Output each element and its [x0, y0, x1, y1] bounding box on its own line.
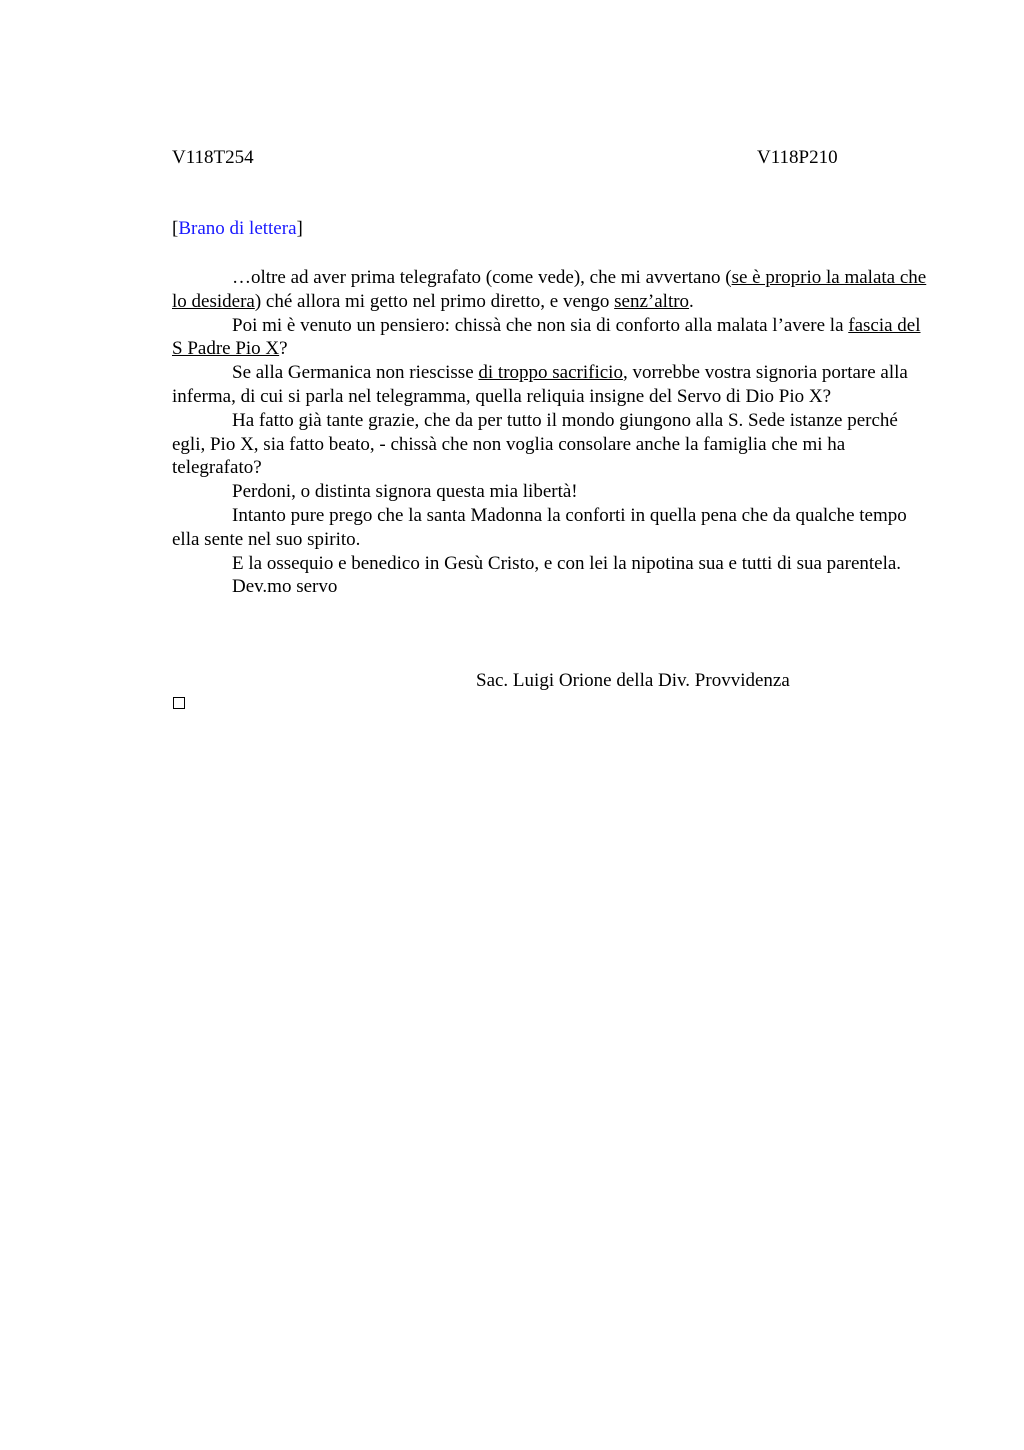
paragraph-5: Perdoni, o distinta signora questa mia libertà! — [232, 481, 578, 503]
paragraph-6: Intanto pure prego che la santa Madonna la conforti in quella pena che da qualche tempo ella sente nel suo spirito. — [172, 504, 907, 550]
paragraph-1-text-a: …oltre ad aver prima telegrafato (come vede), che mi avvertano ( — [232, 267, 732, 288]
paragraph-3 — [172, 361, 932, 409]
section-heading — [172, 218, 303, 240]
paragraph-1-text-c: . — [689, 290, 694, 312]
paragraph-3-underlined-1: di troppo sacrificio — [478, 362, 623, 384]
paragraph-4: Ha fatto già tante grazie, che da per tutto il mondo giungono alla S. Sede istanze perché egli, Pio X, sia fatto beato, - chissà che non voglia consolare anche la famiglia che mi ha telegrafato? — [172, 409, 898, 479]
document-code-left: V118T254 — [172, 147, 254, 168]
signature: Sac. Luigi Orione della Div. Provvidenza — [476, 670, 790, 691]
paragraph-2-text-b: ? — [279, 338, 288, 360]
paragraph-1-underlined-1: se è proprio la malata che lo desidera — [172, 267, 927, 312]
paragraph-1 — [172, 266, 932, 314]
paragraph-2 — [172, 314, 932, 362]
heading-title-link[interactable]: Brano di lettera — [178, 218, 297, 239]
letter-body — [172, 266, 932, 599]
paragraph-2-text-a: Poi mi è venuto un pensiero: chissà che non sia di conforto alla malata l’avere la — [232, 314, 849, 336]
paragraph-1-underlined-2: senz’altro — [614, 290, 690, 312]
paragraph-3-text-a: Se alla Germanica non riescisse — [232, 362, 479, 384]
closing-line: Dev.mo servo — [232, 576, 338, 598]
paragraph-2-underlined-1: fascia del S Padre Pio X — [172, 314, 921, 360]
paragraph-1-text-b: ) ché allora mi getto nel primo diretto, e vengo — [254, 290, 615, 312]
checkbox-square-icon — [173, 697, 185, 709]
document-code-right: V118P210 — [757, 147, 838, 168]
paragraph-7: E la ossequio e benedico in Gesù Cristo, e con lei la nipotina sua e tutti di sua parentela. — [232, 552, 902, 574]
heading-bracket-close: ] — [296, 218, 303, 239]
heading-bracket-open: [ — [172, 218, 179, 239]
paragraph-3-text-b: , vorrebbe vostra signoria portare alla inferma, di cui si parla nel telegramma, quella reliquia insigne del Servo di Dio Pio X? — [172, 362, 908, 407]
